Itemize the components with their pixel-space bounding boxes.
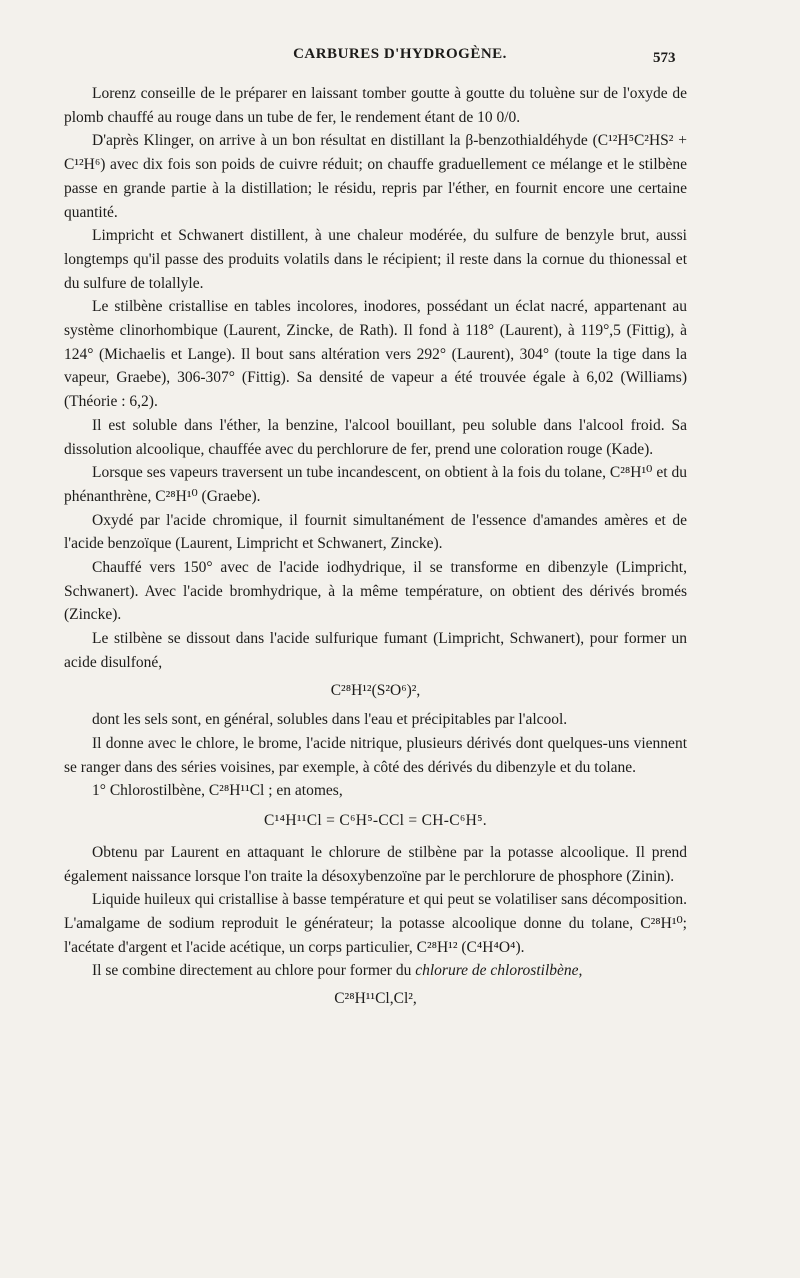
emphasis-term: chlorure de chlorostilbène, (415, 962, 583, 980)
formula-chloride: C²⁸H¹¹Cl,Cl², (334, 990, 417, 1008)
paragraph: Obtenu par Laurent en attaquant le chlorure de stilbène par la potasse alcoolique. Il prend également naissance lorsque l'on traite la désoxybenzoïne par le perchlorure de phosphore (Zinin). (64, 843, 687, 885)
paragraph-text: Il se combine directement au chlore pour former du (92, 962, 412, 980)
paragraph: 1° Chlorostilbène, C²⁸H¹¹Cl ; en atomes, (92, 782, 343, 800)
paragraph: Lorenz conseille de le préparer en laissant tomber goutte à goutte du toluène sur de l'oxyde de plomb chauffé au rouge dans un tube de fer, le rendement étant de 10 0/0. (64, 85, 687, 126)
paragraph-last (64, 959, 687, 983)
formula-disulfonic-acid: C²⁸H¹²(S²O⁶)², (330, 681, 421, 699)
page-number: 573 (653, 50, 676, 66)
paragraph: Lorsque ses vapeurs traversent un tube incandescent, on obtient à la fois du tolane, C²⁸H¹⁰ et du phénanthrène, C²⁸H¹⁰ (Graebe). (64, 464, 687, 505)
formula-chlorostilbene: C¹⁴H¹¹Cl = C⁶H⁵-CCl = CH-C⁶H⁵. (264, 812, 487, 830)
paragraph: Oxydé par l'acide chromique, il fournit simultanément de l'essence d'amandes amères et de l'acide benzoïque (Laurent, Limpricht et Schwanert, Zincke). (64, 511, 687, 553)
paragraph: Le stilbène se dissout dans l'acide sulfurique fumant (Limpricht, Schwanert), pour former un acide disulfoné, (64, 630, 687, 671)
paragraph: Il est soluble dans l'éther, la benzine, l'alcool bouillant, peu soluble dans l'alcool froid. Sa dissolution alcoolique, chauffée avec du perchlorure de fer, prend une coloration rouge (Kade). (64, 416, 687, 458)
paragraph: D'après Klinger, on arrive à un bon résultat en distillant la β-benzothialdéhyde (C¹²H⁵C²HS² + C¹²H⁶) avec dix fois son poids de cuivre réduit; on chauffe graduellement ce mélange et le stilbène passe en grande partie à la distillation; le résidu, repris par l'éther, en fournit encore une certaine quantité. (64, 132, 687, 221)
paragraph: Le stilbène cristallise en tables incolores, inodores, possédant un éclat nacré, appartenant au système clinorhombique (Laurent, Zincke, de Rath). Il fond à 118° (Laurent), à 119°,5 (Fittig), à 124° (Michaelis et Lange). Il bout sans altération vers 292° (Laurent), 304° (toute la tige dans la vapeur, Graebe), 306-307° (Fittig). Sa densité de vapeur a été trouvée égale à 6,02 (Williams) (Théorie : 6,2). (64, 298, 687, 411)
paragraph: Liquide huileux qui cristallise à basse température et qui peut se volatiliser sans décomposition. L'amalgame de sodium reproduit le générateur; la potasse alcoolique donne du tolane, C²⁸H¹⁰; l'acétate d'argent et l'acide acétique, un corps particulier, C²⁸H¹² (C⁴H⁴O⁴). (64, 891, 687, 956)
paragraph: Il donne avec le chlore, le brome, l'acide nitrique, plusieurs dérivés dont quelques-uns viennent se ranger dans des séries voisines, par exemple, à côté des dérivés du dibenzyle et du tolane. (64, 734, 687, 776)
running-header: CARBURES D'HYDROGÈNE. (293, 46, 507, 62)
paragraph: Chauffé vers 150° avec de l'acide iodhydrique, il se transforme en dibenzyle (Limpricht, Schwanert). Avec l'acide bromhydrique, à la même température, on obtient des dérivés bromés (Zincke). (64, 559, 687, 624)
page-body (64, 82, 687, 1017)
paragraph: Limpricht et Schwanert distillent, à une chaleur modérée, du sulfure de benzyle brut, aussi longtemps qu'il passe des produits volatils dans le récipient; il reste dans la cornue du thionessal et du sulfure de tolallyle. (64, 227, 687, 292)
paragraph: dont les sels sont, en général, solubles dans l'eau et précipitables par l'alcool. (92, 711, 568, 729)
